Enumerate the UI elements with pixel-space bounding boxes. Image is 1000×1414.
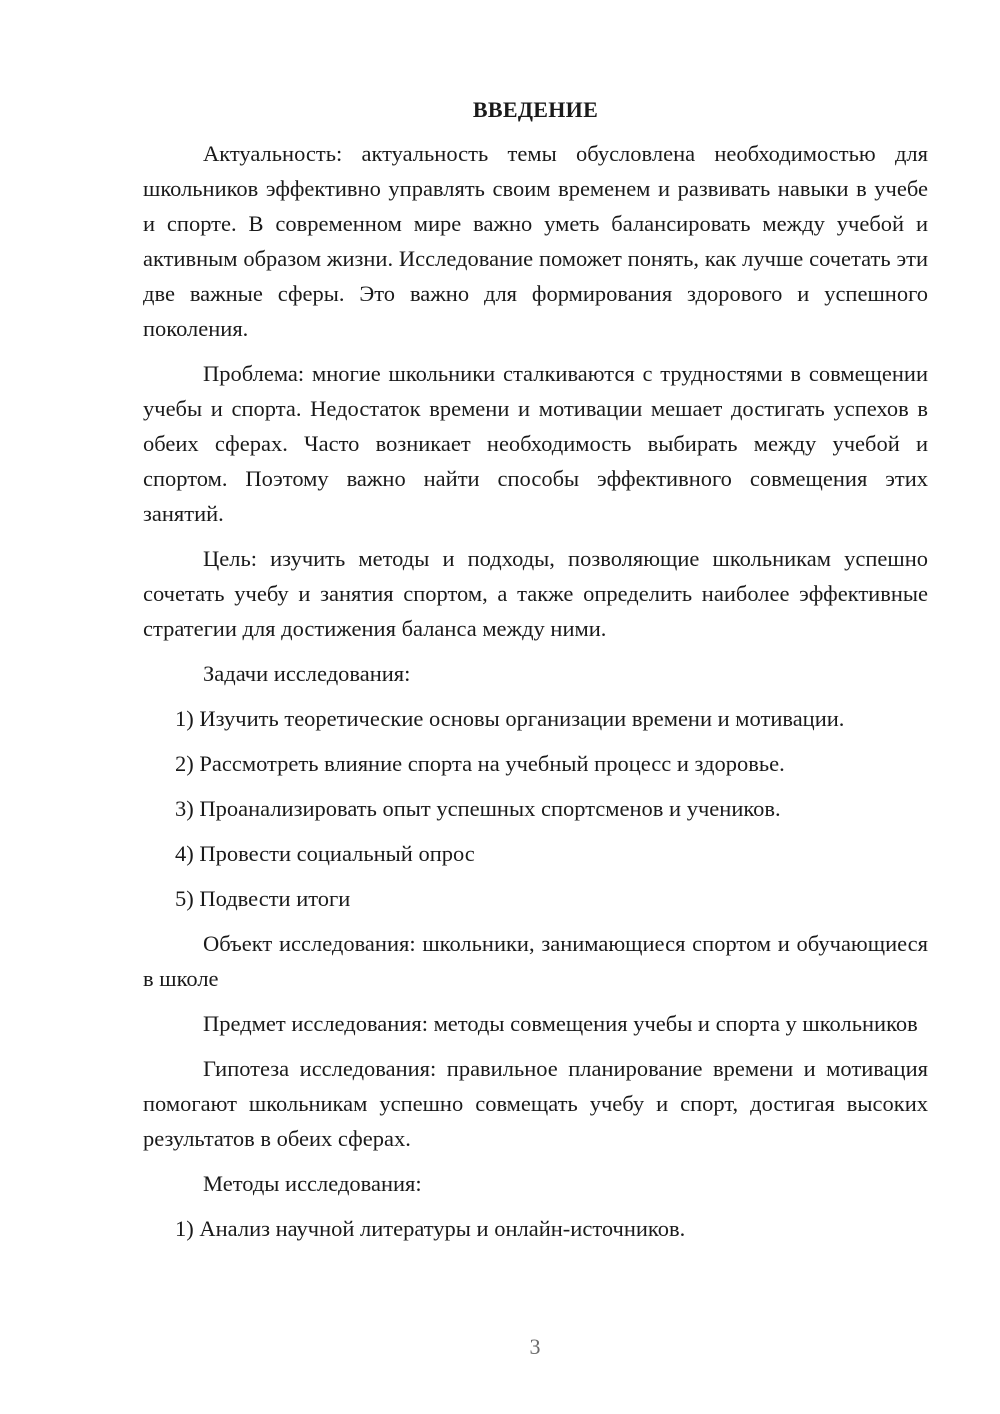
page-number: 3	[529, 1334, 541, 1359]
object-paragraph: Объект исследования: школьники, занимающиеся спортом и обучающиеся в школе	[143, 931, 928, 991]
task-item: 3) Проанализировать опыт успешных спортсменов и учеников.	[175, 796, 781, 821]
problem-paragraph: Проблема: многие школьники сталкиваются с трудностями в совмещении учебы и спорта. Недостаток времени и мотивации мешает достигать успехов в обеих сферах. Часто возникает необходимость выбирать между учебой и спортом. Поэтому важно найти способы эффективного совмещения этих занятий.	[143, 361, 928, 526]
page-title: ВВЕДЕНИЕ	[472, 97, 599, 122]
task-item: 2) Рассмотреть влияние спорта на учебный процесс и здоровье.	[175, 751, 785, 776]
subject-paragraph: Предмет исследования: методы совмещения учебы и спорта у школьников	[203, 1011, 918, 1036]
relevance-paragraph: Актуальность: актуальность темы обусловлена необходимостью для школьников эффективно управлять своим временем и развивать навыки в учебе и спорте. В современном мире важно уметь балансировать между учебой и активным образом жизни. Исследование поможет понять, как лучше сочетать эти две важные сферы. Это важно для формирования здорового и успешного поколения.	[143, 141, 928, 341]
task-item: 5) Подвести итоги	[175, 886, 351, 911]
hypothesis-paragraph: Гипотеза исследования: правильное планирование времени и мотивация помогают школьникам успешно совмещать учебу и спорт, достигая высоких результатов в обеих сферах.	[143, 1056, 928, 1151]
task-item: 4) Провести социальный опрос	[175, 841, 475, 866]
task-item: 1) Изучить теоретические основы организации времени и мотивации.	[175, 706, 845, 731]
document-page	[143, 92, 928, 1256]
tasks-heading: Задачи исследования:	[203, 661, 411, 686]
method-item: 1) Анализ научной литературы и онлайн-источников.	[175, 1216, 686, 1241]
goal-paragraph: Цель: изучить методы и подходы, позволяющие школьникам успешно сочетать учебу и занятия спортом, а также определить наиболее эффективные стратегии для достижения баланса между ними.	[143, 546, 928, 641]
methods-heading: Методы исследования:	[203, 1171, 422, 1196]
